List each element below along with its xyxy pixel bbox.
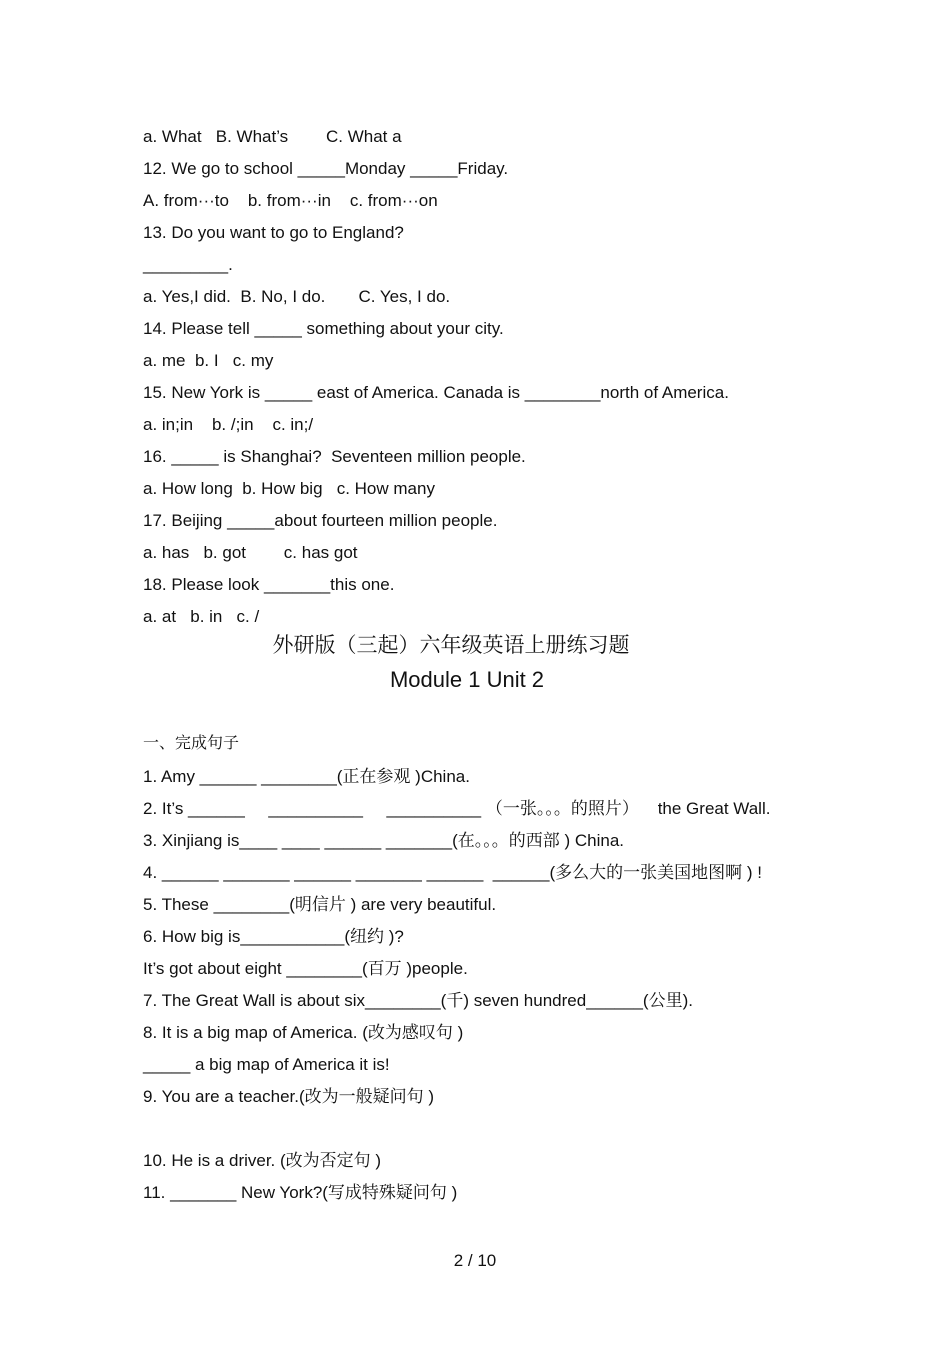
sentence-1: 1. Amy ______ ________(正在参观 )China. [143, 767, 470, 786]
sentence-8: 8. It is a big map of America. (改为感叹句 ) [143, 1023, 464, 1042]
question-13: 13. Do you want to go to England? [143, 223, 404, 242]
question-12: 12. We go to school _____Monday _____Friday. [143, 159, 509, 178]
page-number: 2 / 10 [453, 1251, 497, 1270]
sentence-2: 2. It’s ______ __________ __________ （一张。。。的照片） the Great Wall. [143, 799, 771, 818]
part2-heading: 一、完成句子 [143, 733, 240, 752]
answer-blank-13: _________. [143, 255, 233, 274]
option-line-15: a. in;in b. /;in c. in;/ [143, 415, 314, 434]
question-18: 18. Please look _______this one. [143, 575, 395, 594]
option-line-12: A. from···to b. from···in c. from···on [143, 191, 438, 210]
option-line-13: a. Yes,I did. B. No, I do. C. Yes, I do. [143, 287, 451, 306]
sentence-10: 10. He is a driver. (改为否定句 ) [143, 1151, 382, 1170]
question-14: 14. Please tell _____ something about your city. [143, 319, 504, 338]
section-title-chinese: 外研版（三起）六年级英语上册练习题 [272, 633, 630, 657]
question-17: 17. Beijing _____about fourteen million people. [143, 511, 498, 530]
option-line-11: a. What B. What’s C. What a [143, 127, 402, 146]
sentence-4: 4. ______ _______ ______ _______ ______ ______(多么大的一张美国地图啊 ) ! [143, 863, 763, 882]
sentence-5: 5. These ________(明信片 ) are very beautiful. [143, 895, 497, 914]
section-title-module: Module 1 Unit 2 [389, 667, 545, 692]
option-line-18: a. at b. in c. / [143, 607, 260, 626]
question-16: 16. _____ is Shanghai? Seventeen million people. [143, 447, 526, 466]
option-line-14: a. me b. I c. my [143, 351, 274, 370]
question-15: 15. New York is _____ east of America. Canada is ________north of America. [143, 383, 729, 402]
sentence-11: 11. _______ New York?(写成特殊疑问句 ) [143, 1183, 458, 1202]
option-line-16: a. How long b. How big c. How many [143, 479, 435, 498]
sentence-6-continued: It’s got about eight ________(百万 )people. [143, 959, 468, 978]
sentence-3: 3. Xinjiang is____ ____ ______ _______(在。。。的西部 ) China. [143, 831, 625, 850]
sentence-8-answer: _____ a big map of America it is! [143, 1055, 390, 1074]
option-line-17: a. has b. got c. has got [143, 543, 358, 562]
sentence-7: 7. The Great Wall is about six________(千) seven hundred______(公里). [143, 991, 693, 1010]
sentence-6: 6. How big is___________(纽约 )? [143, 927, 404, 946]
sentence-9: 9. You are a teacher.(改为一般疑问句 ) [143, 1087, 435, 1106]
